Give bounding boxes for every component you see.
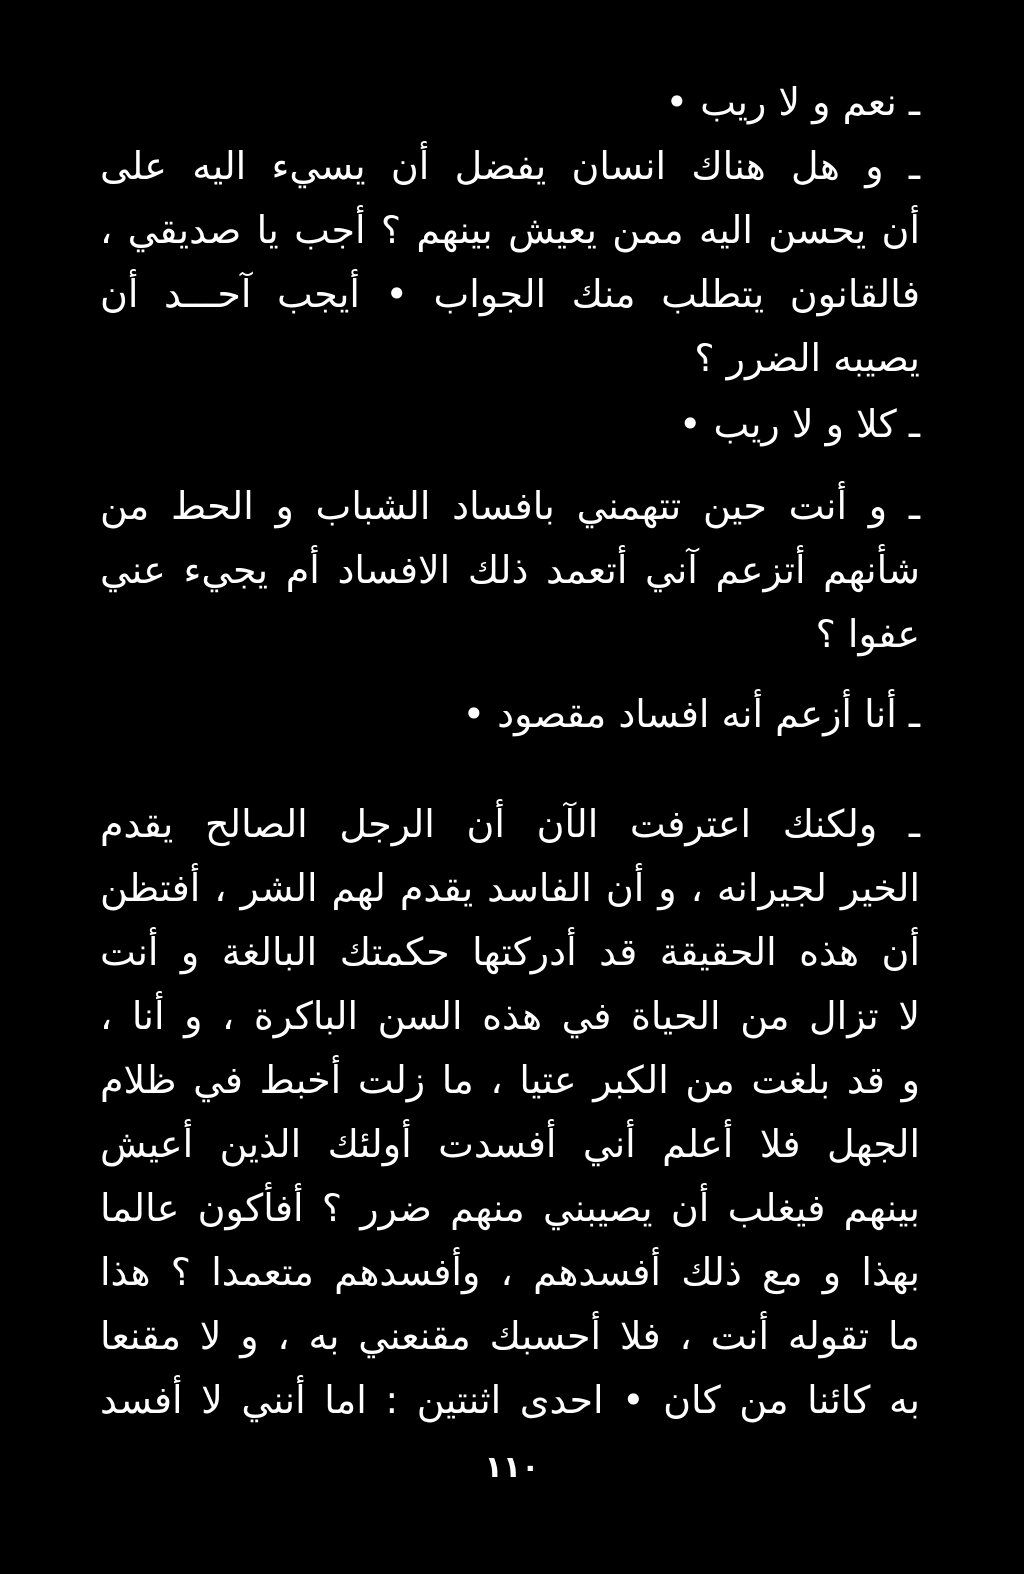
text-line: بهذا و مع ذلك أفسدهم ، وأفسدهم متعمدا ؟ هذا [100,1250,920,1294]
text-line: ـ ولكنك اعترفت الآن أن الرجل الصالح يقدم [100,802,920,846]
text-line: ـ و أنت حين تتهمني بافساد الشباب و الحط من [100,484,920,528]
dialogue-paragraph [100,792,920,1432]
text-line: بينهم فيغلب أن يصيبني منهم ضرر ؟ أفأكون عالما [100,1186,920,1230]
dialogue-line [100,70,920,134]
dialogue-line [100,682,920,746]
text-line: شأنهم أتزعم آني أتعمد ذلك الافساد أم يجيء عني [100,548,920,592]
text-line: فالقانون يتطلب منك الجواب • أيجب آحـــد أن [100,272,920,316]
text-line: ـ نعم و لا ريب • [665,80,920,124]
text-line: و قد بلغت من الكبر عتيا ، ما زلت أخبط في ظلام [100,1058,920,1102]
text-line: ما تقوله أنت ، فلا أحسبك مقنعني به ، و لا مقنعا [100,1314,920,1358]
text-line: ـ أنا أزعم أنه افساد مقصود • [462,692,920,736]
text-line: أن يحسن اليه ممن يعيش بينهم ؟ أجب يا صديقي ، [100,208,920,252]
text-line: ـ كلا و لا ريب • [679,402,920,446]
dialogue-line [100,392,920,456]
dialogue-paragraph [100,134,920,390]
text-line: يصيبه الضرر ؟ [694,336,920,380]
text-line: لا تزال من الحياة في هذه السن الباكرة ، و أنا ، [100,994,920,1038]
dialogue-paragraph [100,474,920,666]
page-number: ١١٠ [484,1450,540,1485]
text-line: به كائنا من كان • احدى اثنتين : اما أنني لا أفسد [100,1378,920,1422]
text-line: الجهل فلا أعلم أني أفسدت أولئك الذين أعيش [100,1122,920,1166]
text-line: عفوا ؟ [815,612,920,656]
text-line: الخير لجيرانه ، و أن الفاسد يقدم لهم الشر ، أفتظن [100,866,920,910]
text-line: ـ و هل هناك انسان يفضل أن يسيء اليه على [100,144,920,188]
text-line: أن هذه الحقيقة قد أدركتها حكمتك البالغة و أنت [100,930,920,974]
